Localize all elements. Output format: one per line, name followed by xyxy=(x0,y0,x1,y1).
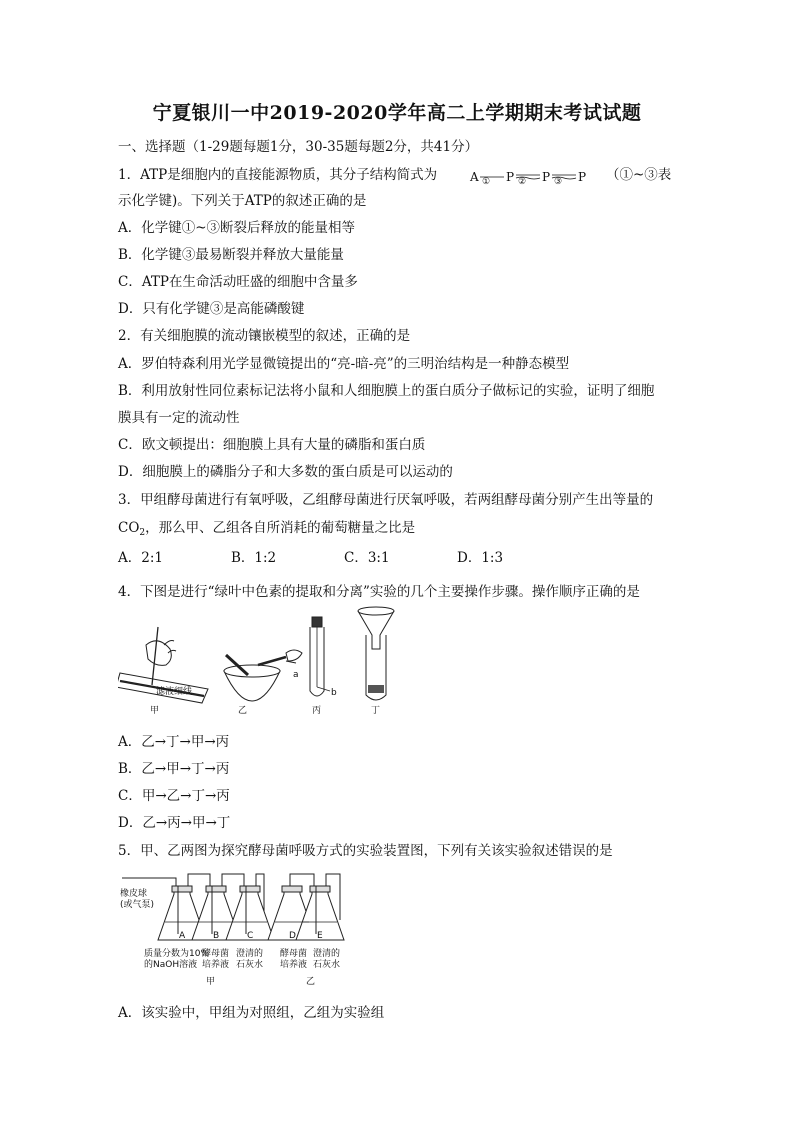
formula-bond-3: ③ xyxy=(554,177,563,187)
lime-label-yi-line2: 石灰水 xyxy=(313,960,341,970)
q2-option-a: A．罗伯特森利用光学显微镜提出的“亮-暗-亮”的三明治结构是一种静态模型 xyxy=(118,356,570,372)
q4-figure xyxy=(118,605,408,717)
q4-option-d: D．乙→丙→甲→丁 xyxy=(118,815,231,831)
step-yi-drawing xyxy=(224,650,302,701)
q3-option-a: A．2:1 xyxy=(118,550,163,566)
q1-option-b: B．化学键③最易断裂并释放大量能量 xyxy=(118,247,344,263)
lime-label-jia-line1: 澄清的 xyxy=(236,949,264,959)
q2-option-c: C．欧文顿提出：细胞膜上具有大量的磷脂和蛋白质 xyxy=(118,437,426,453)
step-ding-drawing xyxy=(358,607,394,700)
q5-option-a: A．该实验中，甲组为对照组，乙组为实验组 xyxy=(118,1005,385,1021)
naoh-label-line1: 质量分数为10% xyxy=(144,949,210,959)
formula-phosphate-2: P xyxy=(542,170,551,184)
step-bing-drawing xyxy=(310,617,330,696)
filter-line-label: 滤液细线 xyxy=(156,687,193,697)
section-heading: 一、选择题（1-29题每题1分，30-35题每题2分，共41分） xyxy=(118,139,479,155)
q1-option-c: C．ATP在生命活动旺盛的细胞中含量多 xyxy=(118,274,358,290)
q5-stem: 5．甲、乙两图为探究酵母菌呼吸方式的实验装置图，下列有关该实验叙述错误的是 xyxy=(118,843,613,859)
q3-stem-line2 xyxy=(118,519,415,542)
apparatus-yi xyxy=(268,874,344,940)
atp-formula xyxy=(468,166,598,192)
fig4-label-b: b xyxy=(331,688,337,698)
q1-stem-line2: 示化学键)。下列关于ATP的叙述正确的是 xyxy=(118,193,367,209)
fig4-label-a: a xyxy=(293,670,299,680)
flask-label-b: B xyxy=(213,931,220,941)
yeast-label-yi-line1: 酵母菌 xyxy=(280,949,308,959)
q3-stem-rest: ，那么甲、乙组各自所消耗的葡萄糖量之比是 xyxy=(145,520,416,536)
fig4-label-ding: 丁 xyxy=(371,706,381,716)
formula-phosphate-1: P xyxy=(506,170,515,184)
yeast-label-yi-line2: 培养液 xyxy=(280,960,308,970)
q4-option-b: B．乙→甲→丁→丙 xyxy=(118,761,230,777)
formula-bond-2: ② xyxy=(518,177,527,187)
q3-option-c: C．3:1 xyxy=(344,550,390,566)
q4-option-a: A．乙→丁→甲→丙 xyxy=(118,734,230,750)
q1-stem-line1: 1．ATP是细胞内的直接能源物质，其分子结构简式为 xyxy=(118,167,438,183)
pump-label-line2: (或气泵) xyxy=(120,900,155,910)
flask-label-e: E xyxy=(317,931,323,941)
yeast-label-jia-line1: 酵母菌 xyxy=(202,949,230,959)
q1-option-d: D．只有化学键③是高能磷酸键 xyxy=(118,301,305,317)
flask-label-d: D xyxy=(289,931,296,941)
q1-stem-tail: （①~③表 xyxy=(606,167,672,183)
fig4-label-yi: 乙 xyxy=(238,706,248,716)
naoh-label-line2: 的NaOH溶液 xyxy=(144,960,198,970)
q3-options xyxy=(118,549,570,567)
q2-stem: 2．有关细胞膜的流动镶嵌模型的叙述，正确的是 xyxy=(118,328,411,344)
formula-bond-lines xyxy=(468,166,598,192)
lime-label-yi-line1: 澄清的 xyxy=(313,949,341,959)
page-title: 宁夏银川一中2019-2020学年高二上学期期末考试试题 xyxy=(152,102,642,124)
formula-adenosine: A xyxy=(470,170,479,184)
q3-option-b: B．1:2 xyxy=(231,550,277,566)
q1-option-a: A．化学键①~③断裂后释放的能量相等 xyxy=(118,220,356,236)
fig5-label-jia: 甲 xyxy=(206,977,216,987)
fig4-label-bing: 丙 xyxy=(312,706,322,716)
q2-option-b-line1: B．利用放射性同位素标记法将小鼠和人细胞膜上的蛋白质分子做标记的实验，证明了细胞 xyxy=(118,383,655,399)
q2-option-b-line2: 膜具有一定的流动性 xyxy=(118,410,240,426)
fig4-label-jia: 甲 xyxy=(150,706,160,716)
co2-formula: CO xyxy=(118,520,140,536)
formula-phosphate-3: P xyxy=(578,170,587,184)
formula-bond-1: ① xyxy=(482,177,491,187)
q5-apparatus-figure xyxy=(118,866,358,992)
flask-label-c: C xyxy=(247,931,254,941)
q4-stem: 4．下图是进行“绿叶中色素的提取和分离”实验的几个主要操作步骤。操作顺序正确的是 xyxy=(118,584,640,600)
flask-label-a: A xyxy=(179,931,186,941)
q2-option-d: D．细胞膜上的磷脂分子和大多数的蛋白质是可以运动的 xyxy=(118,464,453,480)
q4-option-c: C．甲→乙→丁→丙 xyxy=(118,788,230,804)
pump-label-line1: 橡皮球 xyxy=(120,889,148,899)
q3-stem-line1: 3．甲组酵母菌进行有氧呼吸，乙组酵母菌进行厌氧呼吸，若两组酵母菌分别产生出等量的 xyxy=(118,492,654,508)
lime-label-jia-line2: 石灰水 xyxy=(236,960,264,970)
co2-subscript: 2 xyxy=(139,528,146,538)
yeast-label-jia-line2: 培养液 xyxy=(202,960,230,970)
fig5-label-yi: 乙 xyxy=(306,977,316,987)
q3-option-d: D．1:3 xyxy=(457,550,504,566)
